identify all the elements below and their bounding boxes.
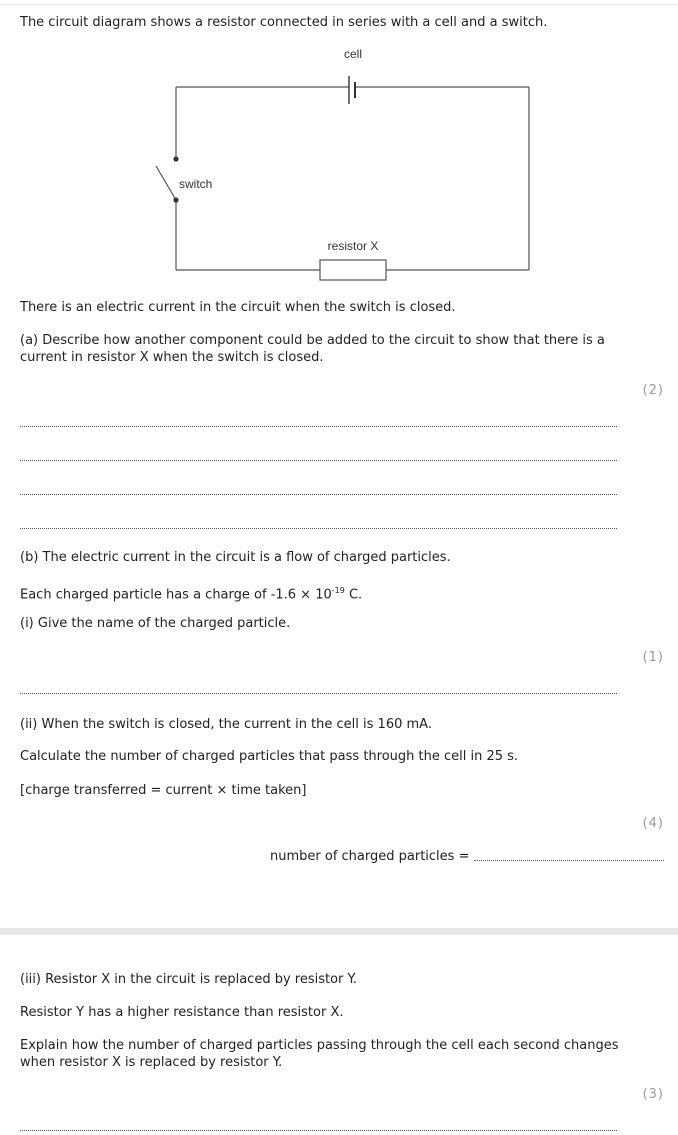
question-b-iii-explain: Explain how the number of charged particles passing through the cell each second changes when resistor X is replaced by resistor Y. xyxy=(20,1038,619,1070)
answer-line-a1[interactable] xyxy=(20,426,617,427)
intro-text: The circuit diagram shows a resistor connected in series with a cell and a switch. xyxy=(20,15,548,30)
answer-line-a4[interactable] xyxy=(20,528,617,529)
question-b-ii-calc: Calculate the number of charged particles that pass through the cell in 25 s. xyxy=(20,749,519,764)
resistor-x xyxy=(320,260,386,280)
top-divider xyxy=(0,4,678,5)
question-a: (a) Describe how another component could be added to the circuit to show that there is a current in resistor X when the switch is closed. xyxy=(20,333,605,365)
resistor-label: resistor X xyxy=(327,239,379,253)
question-b-iii-statement: Resistor Y has a higher resistance than resistor X. xyxy=(20,1005,344,1020)
marks-b-i: (1) xyxy=(642,650,664,665)
charge-exponent: -19 xyxy=(331,586,345,595)
marks-a: (2) xyxy=(642,383,664,398)
page-divider xyxy=(0,928,678,935)
question-b-i: (i) Give the name of the charged particle. xyxy=(20,616,291,631)
answer-line-b-iii[interactable] xyxy=(20,1130,617,1131)
question-b-ii: (ii) When the switch is closed, the current in the cell is 160 mA. xyxy=(20,717,432,732)
charge-prefix: Each charged particle has a charge of -1.6 × 10 xyxy=(20,587,332,603)
circuit-diagram xyxy=(140,40,540,285)
switch-label: switch xyxy=(179,177,213,191)
switch-arm xyxy=(156,166,176,200)
answer-line-a3[interactable] xyxy=(20,494,617,495)
switch-contact-bottom xyxy=(173,197,178,202)
marks-b-iii: (3) xyxy=(642,1087,664,1102)
charge-statement xyxy=(20,582,640,603)
charge-suffix: C. xyxy=(344,587,363,603)
answer-line-a2[interactable] xyxy=(20,460,617,461)
cell-label: cell xyxy=(343,47,363,61)
switch-contact-top xyxy=(173,156,178,161)
question-b-iii: (iii) Resistor X in the circuit is replaced by resistor Y. xyxy=(20,972,357,987)
marks-b-ii: (4) xyxy=(642,816,664,831)
current-statement: There is an electric current in the circuit when the switch is closed. xyxy=(20,300,456,315)
answer-label-b-ii: number of charged particles = xyxy=(270,849,470,864)
answer-line-b-ii[interactable] xyxy=(474,860,664,861)
question-b-ii-equation: [charge transferred = current × time taken] xyxy=(20,783,307,798)
question-b-intro: (b) The electric current in the circuit is a flow of charged particles. xyxy=(20,550,451,565)
answer-line-b-i[interactable] xyxy=(20,693,617,694)
